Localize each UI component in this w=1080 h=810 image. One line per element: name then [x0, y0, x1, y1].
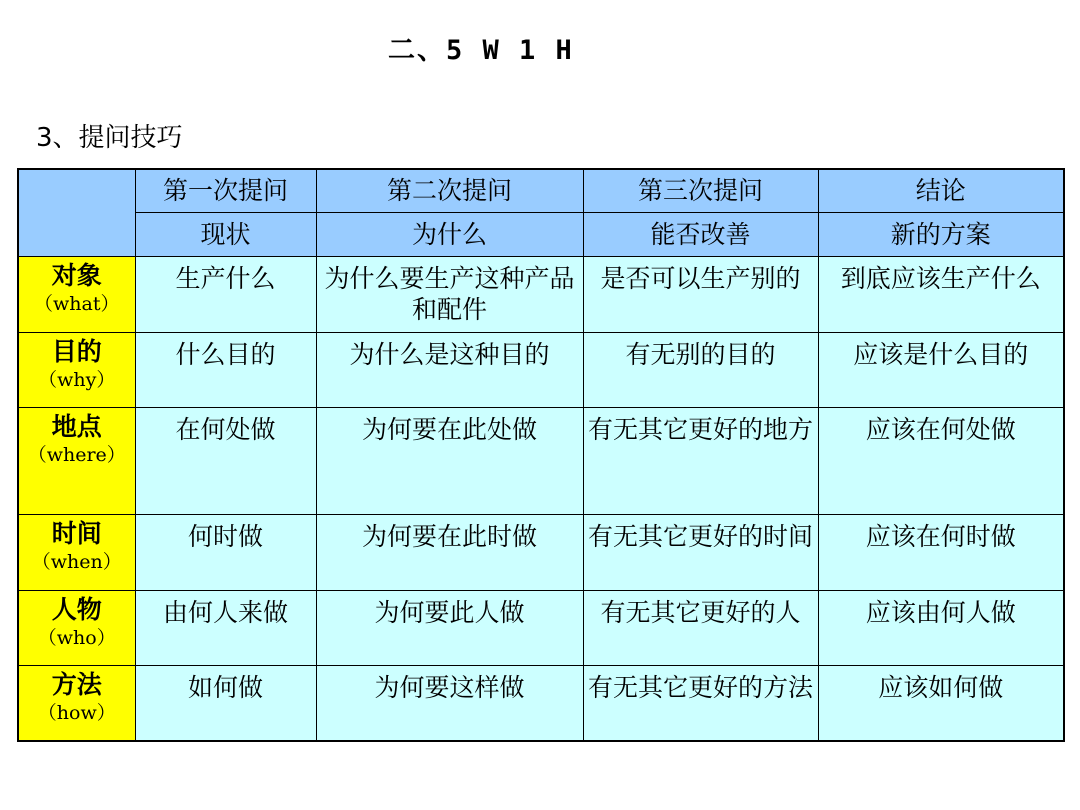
table-cell: 什么目的: [135, 332, 316, 407]
row-label: 地点: [51, 411, 102, 441]
table-cell: 有无其它更好的方法: [583, 665, 818, 741]
table-cell: 应该如何做: [818, 665, 1064, 741]
corner-cell: [18, 169, 135, 256]
table-row: [18, 256, 1064, 332]
header-cell: 现状: [135, 212, 316, 256]
row-label: 对象: [51, 260, 102, 290]
table-cell: 是否可以生产别的: [583, 256, 818, 332]
page-title: 二、5 W 1 H: [388, 35, 574, 66]
table-cell: 为什么是这种目的: [316, 332, 583, 407]
row-sublabel: （how）: [37, 701, 116, 724]
header-cell: 能否改善: [583, 212, 818, 256]
row-sublabel: （why）: [38, 368, 116, 391]
table-cell: 在何处做: [135, 407, 316, 514]
table-cell: 为什么要生产这种产品和配件: [316, 256, 583, 332]
table-cell: 为何要在此处做: [316, 407, 583, 514]
row-label: 人物: [51, 594, 102, 624]
table-cell: 有无其它更好的人: [583, 590, 818, 665]
table-row: [18, 590, 1064, 665]
table-row: [18, 514, 1064, 590]
header-cell: 结论: [818, 169, 1064, 212]
header-cell: 为什么: [316, 212, 583, 256]
header-cell: 第一次提问: [135, 169, 316, 212]
table-cell: 为何要这样做: [316, 665, 583, 741]
table-cell: 应该由何人做: [818, 590, 1064, 665]
row-sublabel: （when）: [31, 550, 122, 573]
header-cell: 第二次提问: [316, 169, 583, 212]
row-header-cell: [18, 514, 135, 590]
header-cell: 第三次提问: [583, 169, 818, 212]
table-cell: 为何要在此时做: [316, 514, 583, 590]
table-row: [18, 407, 1064, 514]
questioning-table: [17, 168, 1065, 742]
row-label: 时间: [51, 518, 102, 548]
table-cell: 何时做: [135, 514, 316, 590]
table-cell: 应该是什么目的: [818, 332, 1064, 407]
row-header-cell: [18, 256, 135, 332]
row-sublabel: （what）: [34, 292, 120, 315]
header-row-1: [18, 169, 1064, 212]
table-cell: 由何人来做: [135, 590, 316, 665]
table-cell: 应该在何时做: [818, 514, 1064, 590]
row-header-cell: [18, 590, 135, 665]
row-label: 目的: [51, 336, 102, 366]
table-cell: 为何要此人做: [316, 590, 583, 665]
table-cell: 应该在何处做: [818, 407, 1064, 514]
header-cell: 新的方案: [818, 212, 1064, 256]
table-row: [18, 332, 1064, 407]
table-cell: 生产什么: [135, 256, 316, 332]
section-subtitle: 3、提问技巧: [36, 123, 183, 153]
row-header-cell: [18, 407, 135, 514]
header-row-2: [18, 212, 1064, 256]
row-label: 方法: [51, 669, 102, 699]
row-header-cell: [18, 332, 135, 407]
table-cell: 有无其它更好的时间: [583, 514, 818, 590]
table-cell: 有无别的目的: [583, 332, 818, 407]
table-cell: 有无其它更好的地方: [583, 407, 818, 514]
table-cell: 到底应该生产什么: [818, 256, 1064, 332]
row-header-cell: [18, 665, 135, 741]
row-sublabel: （who）: [37, 626, 116, 649]
table-row: [18, 665, 1064, 741]
row-sublabel: （where）: [27, 443, 126, 466]
table-cell: 如何做: [135, 665, 316, 741]
